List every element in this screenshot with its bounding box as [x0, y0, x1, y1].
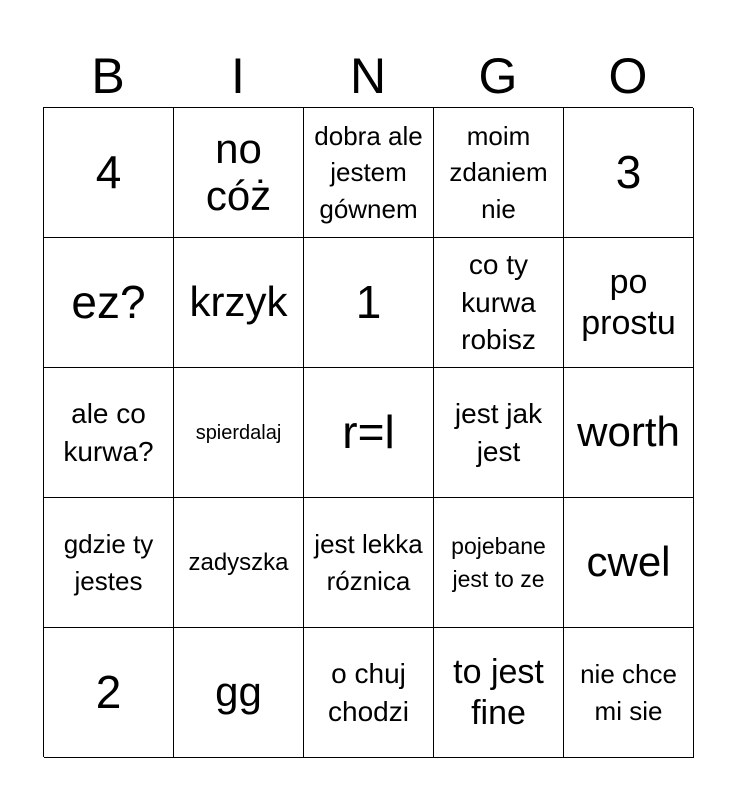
- bingo-cell[interactable]: nie chce mi sie: [564, 628, 694, 758]
- bingo-cell[interactable]: krzyk: [174, 238, 304, 368]
- bingo-cell[interactable]: spierdalaj: [174, 368, 304, 498]
- header-letter-i: I: [231, 48, 245, 104]
- bingo-cell[interactable]: po prostu: [564, 238, 694, 368]
- bingo-cell[interactable]: 4: [44, 108, 174, 238]
- bingo-cell[interactable]: cwel: [564, 498, 694, 628]
- bingo-cell[interactable]: ez?: [44, 238, 174, 368]
- bingo-cell[interactable]: moim zdaniem nie: [434, 108, 564, 238]
- bingo-cell[interactable]: worth: [564, 368, 694, 498]
- bingo-cell[interactable]: 1: [304, 238, 434, 368]
- header-letter-n: N: [349, 48, 387, 104]
- bingo-cell[interactable]: jest lekka róznica: [304, 498, 434, 628]
- bingo-cell[interactable]: to jest fine: [434, 628, 564, 758]
- bingo-cell[interactable]: no cóż: [174, 108, 304, 238]
- bingo-cell[interactable]: dobra ale jestem gównem: [304, 108, 434, 238]
- bingo-cell[interactable]: co ty kurwa robisz: [434, 238, 564, 368]
- header-letter-b: B: [91, 48, 125, 104]
- bingo-cell[interactable]: gdzie ty jestes: [44, 498, 174, 628]
- header-letter-g: G: [478, 48, 518, 104]
- bingo-cell[interactable]: 2: [44, 628, 174, 758]
- bingo-cell[interactable]: ale co kurwa?: [44, 368, 174, 498]
- bingo-cell[interactable]: jest jak jest: [434, 368, 564, 498]
- bingo-cell[interactable]: r=l: [304, 368, 434, 498]
- header-letter-o: O: [608, 48, 648, 104]
- bingo-header: [43, 48, 693, 104]
- bingo-cell[interactable]: zadyszka: [174, 498, 304, 628]
- bingo-cell[interactable]: 3: [564, 108, 694, 238]
- bingo-grid: [43, 107, 693, 757]
- bingo-cell[interactable]: pojebane jest to ze: [434, 498, 564, 628]
- bingo-cell[interactable]: o chuj chodzi: [304, 628, 434, 758]
- bingo-cell[interactable]: gg: [174, 628, 304, 758]
